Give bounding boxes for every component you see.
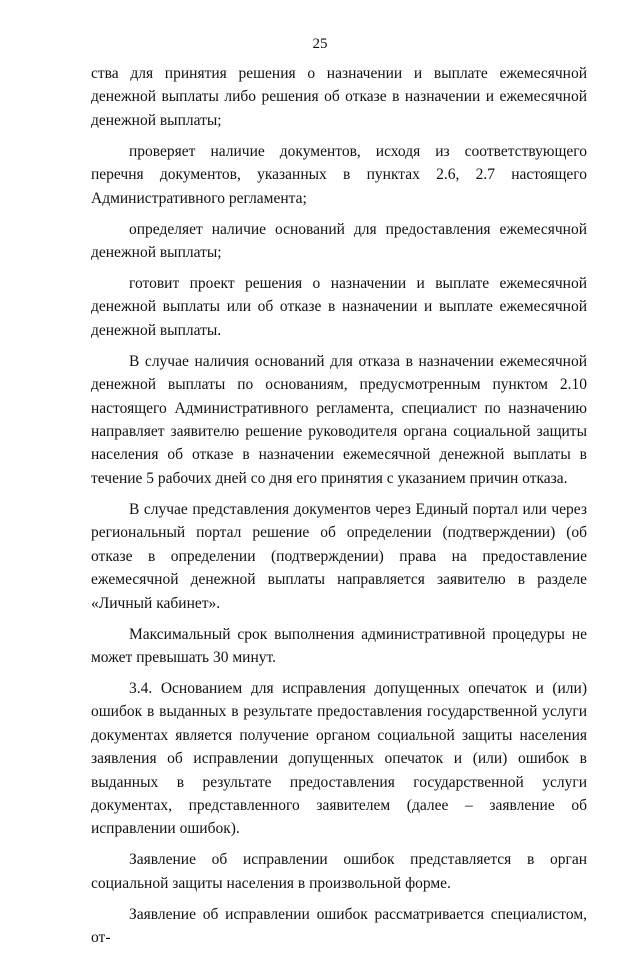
paragraph-section-3-4: 3.4. Основанием для исправления допущенных опечаток и (или) ошибок в выданных в результате предоставления государственной услуги документах является получение органом социальной защиты населения заявления об исправлении допущенных опечаток и (или) ошибок в выданных в результате предоставления государственной услуги документах, представленного заявителем (далее – заявление об исправлении ошибок). bbox=[91, 679, 587, 838]
paragraph-refusal-grounds: В случае наличия оснований для отказа в назначении ежемесячной денежной выплаты по основаниям, предусмотренным пунктом 2.10 настоящего Административного регламента, специалист по назначению направляет заявителю решение руководителя органа социальной защиты населения об отказе в назначении ежемесячной денежной выплаты в течение 5 рабочих дней со дня его принятия с указанием причин отказа. bbox=[91, 352, 587, 487]
page-number: 25 bbox=[312, 36, 328, 52]
paragraph-determine-grounds: определяет наличие оснований для предоставления ежемесячной денежной выплаты; bbox=[91, 220, 587, 262]
paragraph-check-documents: проверяет наличие документов, исходя из соответствующего перечня документов, указанных в пунктах 2.6, 2.7 настоящего Административного регламента; bbox=[91, 142, 587, 207]
paragraph-application-review: Заявление об исправлении ошибок рассматривается специалистом, от- bbox=[91, 905, 587, 947]
paragraph-continuation: ства для принятия решения о назначении и выплате ежемесячной денежной выплаты либо решения об отказе в назначении и ежемесячной денежной выплаты; bbox=[91, 65, 587, 129]
paragraph-portal-submission: В случае представления документов через Единый портал или через региональный портал решение об определении (подтверждении) (об отказе в определении (подтверждении) права на предоставление ежемесячной денежной выплаты направляется заявителю в разделе «Личный кабинет». bbox=[91, 500, 587, 612]
paragraph-prepare-decision: готовит проект решения о назначении и выплате ежемесячной денежной выплаты или об отказе в назначении и выплате ежемесячной денежной выплаты. bbox=[91, 275, 587, 339]
paragraph-max-duration: Максимальный срок выполнения административной процедуры не может превышать 30 минут. bbox=[91, 625, 587, 666]
paragraph-application-form: Заявление об исправлении ошибок представляется в орган социальной защиты населения в произвольной форме. bbox=[91, 851, 587, 892]
document-body bbox=[91, 62, 587, 957]
